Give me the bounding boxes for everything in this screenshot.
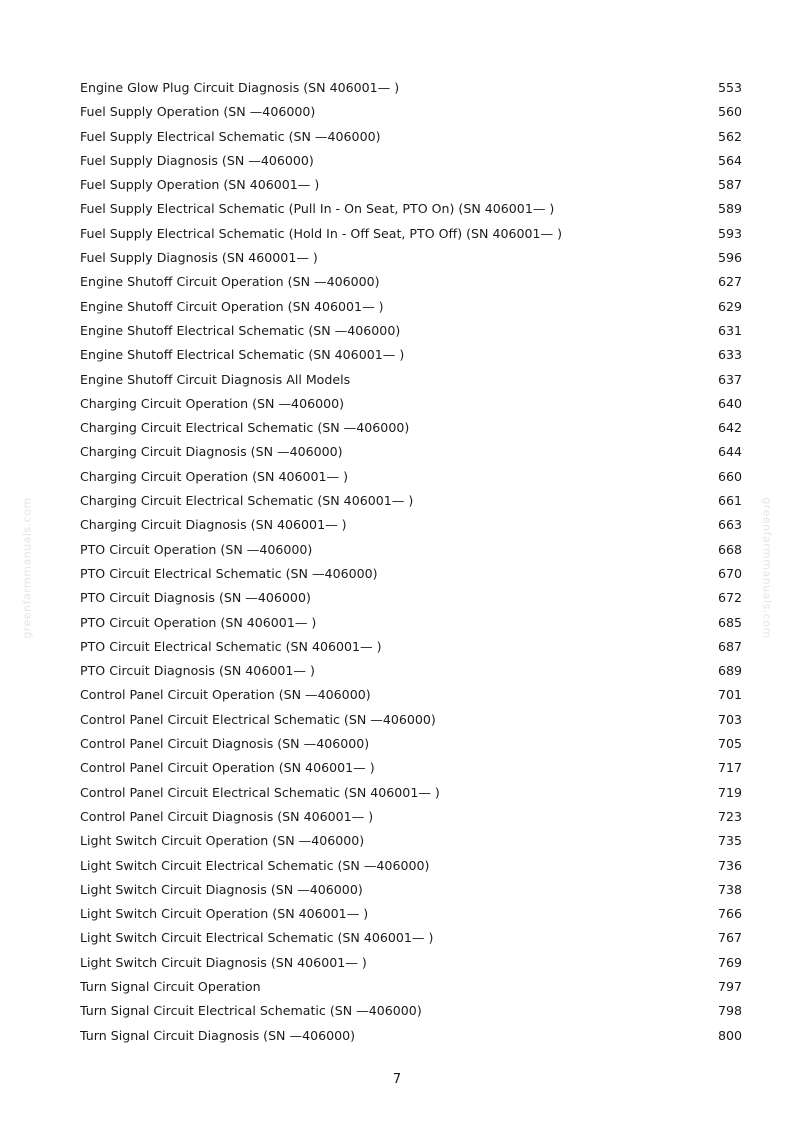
toc-entry[interactable] <box>80 440 742 464</box>
toc-entry[interactable] <box>80 368 742 392</box>
toc-entry-page: 661 <box>717 493 742 509</box>
toc-entry-title: Control Panel Circuit Electrical Schematic (SN —406000) <box>80 711 436 727</box>
toc-entry[interactable] <box>80 854 742 878</box>
toc-entry-title: Charging Circuit Electrical Schematic (SN 406001— ) <box>80 493 414 509</box>
toc-entry[interactable] <box>80 951 742 975</box>
toc-entry-page: 627 <box>717 274 742 290</box>
toc-entry[interactable] <box>80 149 742 173</box>
toc-entry-title: Fuel Supply Electrical Schematic (SN —406000) <box>80 128 381 144</box>
toc-entry-page: 560 <box>717 104 742 120</box>
toc-entry-page: 767 <box>717 930 742 946</box>
toc-entry-title: Fuel Supply Operation (SN 406001— ) <box>80 177 320 193</box>
toc-entry-page: 800 <box>717 1027 742 1043</box>
toc-entry-page: 736 <box>717 857 742 873</box>
toc-entry-title: Turn Signal Circuit Electrical Schematic (SN —406000) <box>80 1003 422 1019</box>
toc-entry[interactable] <box>80 562 742 586</box>
toc-entry-title: Engine Shutoff Electrical Schematic (SN 406001— ) <box>80 347 405 363</box>
toc-entry-title: Charging Circuit Electrical Schematic (SN —406000) <box>80 420 410 436</box>
toc-entry[interactable] <box>80 683 742 707</box>
toc-entry-page: 660 <box>717 468 742 484</box>
toc-entry-page: 668 <box>717 541 742 557</box>
toc-entry-title: Fuel Supply Operation (SN —406000) <box>80 104 316 120</box>
toc-entry-title: Light Switch Circuit Diagnosis (SN 406001— ) <box>80 954 367 970</box>
toc-entry[interactable] <box>80 513 742 537</box>
toc-entry-page: 589 <box>717 201 742 217</box>
watermark-left: greenfarmmanuals.com <box>20 497 34 639</box>
toc-entry-title: Control Panel Circuit Diagnosis (SN —406000) <box>80 736 370 752</box>
toc-entry[interactable] <box>80 125 742 149</box>
toc-entry-page: 685 <box>717 614 742 630</box>
toc-entry-title: Engine Shutoff Circuit Operation (SN 406001— ) <box>80 298 384 314</box>
toc-entry-title: Fuel Supply Electrical Schematic (Pull In - On Seat, PTO On) (SN 406001— ) <box>80 201 555 217</box>
toc-entry-title: Light Switch Circuit Operation (SN —406000) <box>80 833 365 849</box>
toc-entry-title: PTO Circuit Diagnosis (SN 406001— ) <box>80 663 315 679</box>
toc-entry-page: 723 <box>717 808 742 824</box>
toc-entry-page: 596 <box>717 250 742 266</box>
toc-entry-page: 637 <box>717 371 742 387</box>
table-of-contents <box>80 76 742 1048</box>
toc-entry-title: Engine Shutoff Circuit Operation (SN —406000) <box>80 274 380 290</box>
toc-entry-title: Engine Shutoff Circuit Diagnosis All Models <box>80 371 351 387</box>
toc-entry-title: PTO Circuit Electrical Schematic (SN —406000) <box>80 565 378 581</box>
toc-entry-page: 663 <box>717 517 742 533</box>
toc-entry-title: Control Panel Circuit Diagnosis (SN 406001— ) <box>80 808 374 824</box>
toc-entry[interactable] <box>80 902 742 926</box>
toc-entry[interactable] <box>80 76 742 100</box>
toc-entry-title: Engine Glow Plug Circuit Diagnosis (SN 406001— ) <box>80 80 400 95</box>
toc-entry-page: 689 <box>717 663 742 679</box>
toc-entry[interactable] <box>80 392 742 416</box>
toc-entry-page: 593 <box>717 225 742 241</box>
toc-entry-page: 644 <box>717 444 742 460</box>
toc-entry-page: 717 <box>717 760 742 776</box>
toc-entry-title: PTO Circuit Operation (SN —406000) <box>80 541 313 557</box>
toc-entry[interactable] <box>80 465 742 489</box>
toc-entry-title: PTO Circuit Diagnosis (SN —406000) <box>80 590 311 606</box>
toc-entry[interactable] <box>80 805 742 829</box>
toc-entry[interactable] <box>80 197 742 221</box>
toc-entry-title: Control Panel Circuit Electrical Schematic (SN 406001— ) <box>80 784 440 800</box>
toc-entry-page: 769 <box>717 954 742 970</box>
toc-entry-page: 640 <box>717 395 742 411</box>
toc-entry-page: 631 <box>717 322 742 338</box>
toc-entry-title: Fuel Supply Electrical Schematic (Hold In - Off Seat, PTO Off) (SN 406001— ) <box>80 225 563 241</box>
toc-entry[interactable] <box>80 270 742 294</box>
toc-entry-page: 766 <box>717 906 742 922</box>
toc-entry-page: 687 <box>717 638 742 654</box>
toc-entry-title: Control Panel Circuit Operation (SN 406001— ) <box>80 760 375 776</box>
toc-entry[interactable] <box>80 611 742 635</box>
toc-entry-page: 738 <box>717 881 742 897</box>
toc-entry[interactable] <box>80 781 742 805</box>
toc-entry-page: 642 <box>717 420 742 436</box>
toc-entry-title: Light Switch Circuit Electrical Schematic (SN —406000) <box>80 857 430 873</box>
toc-entry[interactable] <box>80 343 742 367</box>
toc-entry-title: Charging Circuit Diagnosis (SN —406000) <box>80 444 343 460</box>
toc-entry[interactable] <box>80 295 742 319</box>
toc-entry[interactable] <box>80 319 742 343</box>
toc-entry-title: Charging Circuit Diagnosis (SN 406001— ) <box>80 517 347 533</box>
toc-entry[interactable] <box>80 1024 742 1048</box>
toc-entry-title: Turn Signal Circuit Diagnosis (SN —406000) <box>80 1027 356 1043</box>
toc-entry-title: Light Switch Circuit Operation (SN 406001— ) <box>80 906 369 922</box>
toc-entry[interactable] <box>80 756 742 780</box>
toc-entry-title: PTO Circuit Electrical Schematic (SN 406001— ) <box>80 638 382 654</box>
toc-entry-page: 735 <box>717 833 742 849</box>
page-number: 7 <box>392 1072 402 1087</box>
toc-entry-page: 633 <box>717 347 742 363</box>
toc-entry[interactable] <box>80 829 742 853</box>
toc-entry-page: 701 <box>717 687 742 703</box>
toc-entry-page: 705 <box>717 736 742 752</box>
toc-entry-page: 564 <box>717 152 742 168</box>
toc-entry[interactable] <box>80 538 742 562</box>
toc-entry[interactable] <box>80 975 742 999</box>
toc-entry-title: Light Switch Circuit Diagnosis (SN —406000) <box>80 881 363 897</box>
toc-entry-title: Control Panel Circuit Operation (SN —406000) <box>80 687 371 703</box>
toc-entry-title: Fuel Supply Diagnosis (SN —406000) <box>80 152 314 168</box>
toc-entry-title: Turn Signal Circuit Operation <box>80 978 261 994</box>
toc-entry[interactable] <box>80 999 742 1023</box>
toc-entry[interactable] <box>80 708 742 732</box>
toc-entry[interactable] <box>80 878 742 902</box>
toc-entry-page: 798 <box>717 1003 742 1019</box>
toc-entry[interactable] <box>80 659 742 683</box>
toc-entry[interactable] <box>80 222 742 246</box>
toc-entry-page: 562 <box>717 128 742 144</box>
toc-entry[interactable] <box>80 100 742 124</box>
toc-entry[interactable] <box>80 173 742 197</box>
toc-entry-page: 587 <box>717 177 742 193</box>
toc-entry-page: 719 <box>717 784 742 800</box>
toc-entry-title: Engine Shutoff Electrical Schematic (SN —406000) <box>80 322 401 338</box>
toc-entry-page: 703 <box>717 711 742 727</box>
toc-entry[interactable] <box>80 489 742 513</box>
watermark-right: greenfarmmanuals.com <box>760 497 774 639</box>
toc-entry-title: PTO Circuit Operation (SN 406001— ) <box>80 614 317 630</box>
toc-entry[interactable] <box>80 732 742 756</box>
toc-entry[interactable] <box>80 586 742 610</box>
toc-entry-page: 553 <box>717 80 742 95</box>
toc-entry-title: Fuel Supply Diagnosis (SN 460001— ) <box>80 250 318 266</box>
toc-entry-page: 629 <box>717 298 742 314</box>
toc-entry-title: Charging Circuit Operation (SN 406001— ) <box>80 468 349 484</box>
toc-entry-page: 797 <box>717 978 742 994</box>
toc-entry[interactable] <box>80 416 742 440</box>
toc-entry-title: Charging Circuit Operation (SN —406000) <box>80 395 345 411</box>
toc-entry[interactable] <box>80 926 742 950</box>
toc-entry[interactable] <box>80 246 742 270</box>
toc-entry-page: 672 <box>717 590 742 606</box>
toc-entry[interactable] <box>80 635 742 659</box>
toc-entry-title: Light Switch Circuit Electrical Schematic (SN 406001— ) <box>80 930 434 946</box>
toc-entry-page: 670 <box>717 565 742 581</box>
